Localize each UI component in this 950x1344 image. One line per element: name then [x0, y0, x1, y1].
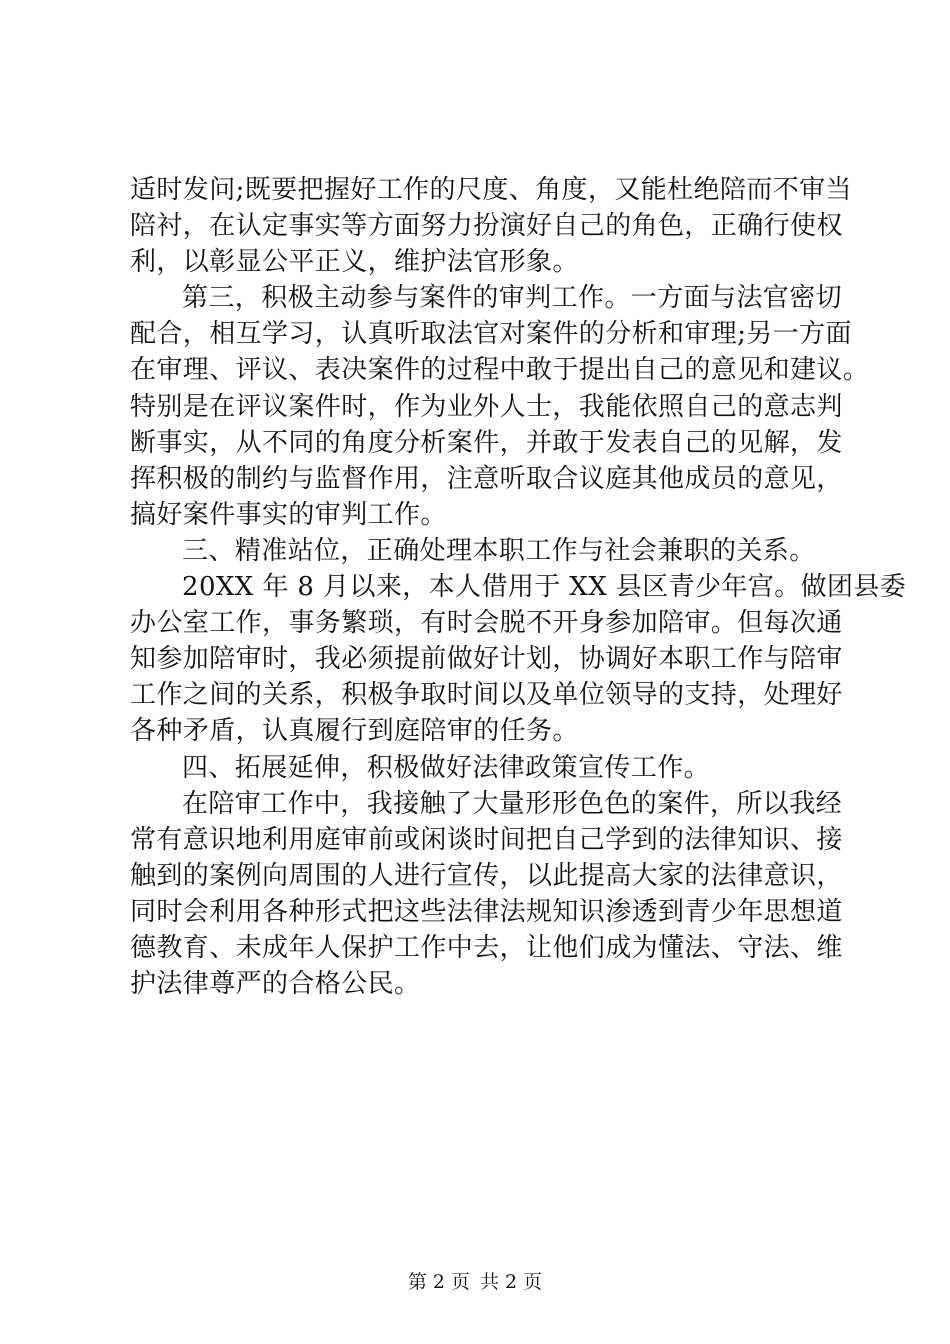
text-line: 第三，积极主动参与案件的审判工作。一方面与法官密切 [182, 283, 843, 314]
text-line: 护法律尊严的合格公民。 [130, 969, 421, 1000]
text-line: 知参加陪审时，我必须提前做好计划，协调好本职工作与陪审 [130, 644, 843, 675]
text-line: 四、拓展延伸，积极做好法律政策宣传工作。 [182, 752, 711, 783]
text-line: 在审理、评议、表决案件的过程中敢于提出自己的意见和建议。 [130, 355, 870, 386]
text-line: 搞好案件事实的审判工作。 [130, 499, 447, 530]
text-line: 陪衬，在认定事实等方面努力扮演好自己的角色，正确行使权 [130, 211, 843, 242]
text-line: 工作之间的关系，积极争取时间以及单位领导的支持，处理好 [130, 680, 843, 711]
text-line: 配合，相互学习，认真听取法官对案件的分析和审理;另一方面 [130, 319, 852, 350]
text-line: 挥积极的制约与监督作用，注意听取合议庭其他成员的意见， [130, 463, 843, 494]
text-line: 常有意识地利用庭审前或闲谈时间把自己学到的法律知识、接 [130, 824, 843, 855]
text-line: 同时会利用各种形式把这些法律法规知识渗透到青少年思想道 [130, 896, 843, 927]
page-footer [0, 1270, 950, 1294]
text-line: 20XX 年 8 月以来，本人借用于 XX 县区青少年宫。做团县委 [182, 572, 907, 603]
text-line: 触到的案例向周围的人进行宣传，以此提高大家的法律意识， [130, 860, 843, 891]
text-line: 各种矛盾，认真履行到庭陪审的任务。 [130, 716, 579, 747]
document-body [130, 172, 907, 1002]
text-line: 特别是在评议案件时，作为业外人士，我能依照自己的意志判 [130, 391, 843, 422]
text-line: 在陪审工作中，我接触了大量形形色色的案件，所以我经 [182, 788, 843, 819]
text-line: 德教育、未成年人保护工作中去，让他们成为懂法、守法、维 [130, 932, 843, 963]
text-line: 三、精准站位，正确处理本职工作与社会兼职的关系。 [182, 535, 816, 566]
text-line: 办公室工作，事务繁琐，有时会脱不开身参加陪审。但每次通 [130, 608, 843, 639]
text-line: 断事实，从不同的角度分析案件，并敢于发表自己的见解，发 [130, 427, 843, 458]
page-number: 第 2 页 [407, 1271, 470, 1293]
text-line: 利，以彰显公平正义，维护法官形象。 [130, 247, 579, 278]
text-line: 适时发问;既要把握好工作的尺度、角度，又能杜绝陪而不审当 [130, 175, 852, 205]
page-total: 共 2 页 [480, 1271, 543, 1293]
